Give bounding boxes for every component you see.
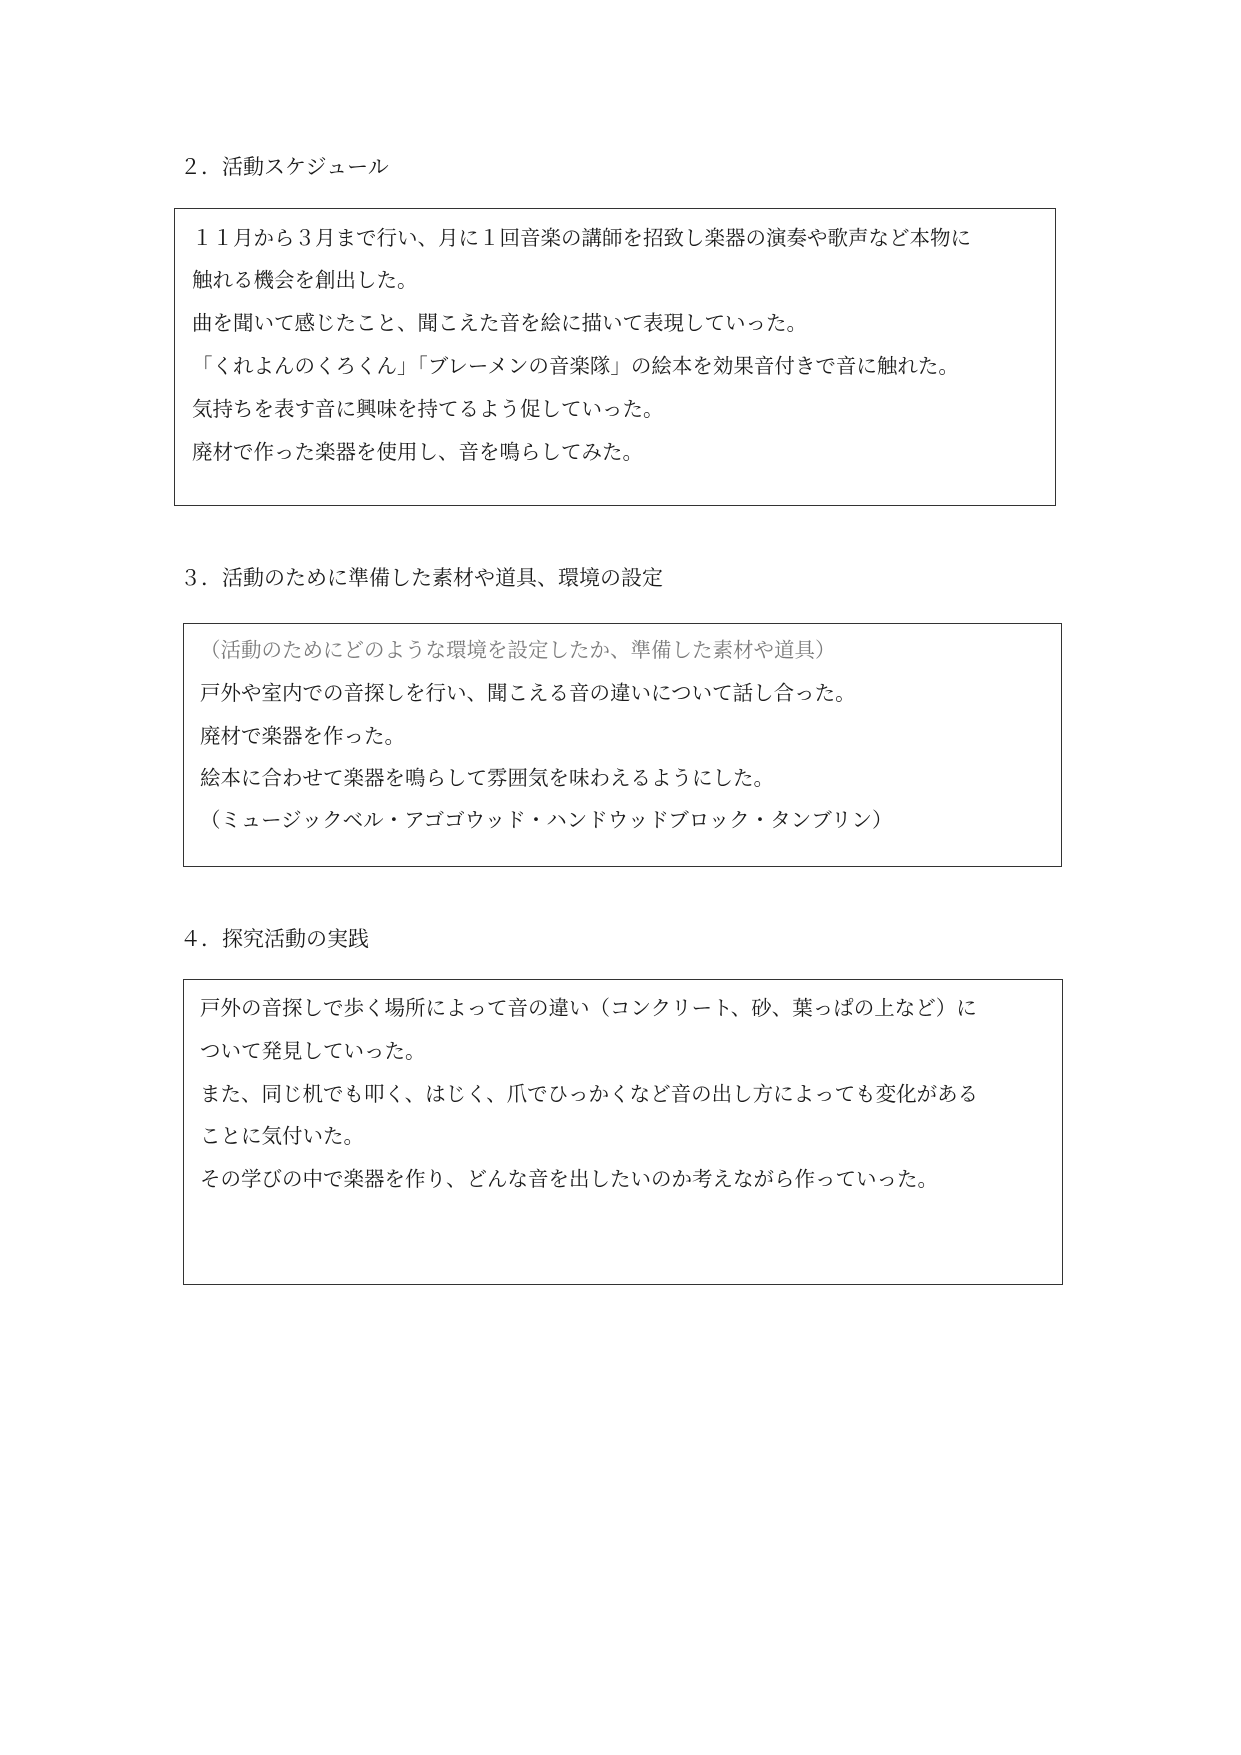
section-3-line: 戸外や室内での音探しを行い、聞こえる音の違いについて話し合った。 xyxy=(200,681,856,705)
section-3-line: （ミュージックベル・アゴゴウッド・ハンドウッドブロック・タンブリン） xyxy=(200,808,893,832)
section-4-line: また、同じ机でも叩く、はじく、爪でひっかくなど音の出し方によっても変化がある xyxy=(200,1082,979,1106)
section-4-line: 戸外の音探しで歩く場所によって音の違い（コンクリート、砂、葉っぱの上など）に xyxy=(200,996,977,1020)
section-2-line: 触れる機会を創出した。 xyxy=(192,268,418,292)
section-2-line: 曲を聞いて感じたこと、聞こえた音を絵に描いて表現していった。 xyxy=(192,311,807,335)
section-2-line: １１月から３月まで行い、月に１回音楽の講師を招致し楽器の演奏や歌声など本物に xyxy=(192,226,971,250)
section-2-line: 「くれよんのくろくん」「ブレーメンの音楽隊」の絵本を効果音付きで音に触れた。 xyxy=(192,354,959,378)
section-2-line: 気持ちを表す音に興味を持てるよう促していった。 xyxy=(192,397,664,421)
section-3-line: 廃材で楽器を作った。 xyxy=(200,724,405,748)
section-4-line: その学びの中で楽器を作り、どんな音を出したいのか考えながら作っていった。 xyxy=(200,1167,938,1191)
section-4-heading: ４．探究活動の実践 xyxy=(180,927,369,951)
section-3-hint: （活動のためにどのような環境を設定したか、準備した素材や道具） xyxy=(200,638,836,662)
section-2-heading: ２．活動スケジュール xyxy=(180,155,389,179)
section-4-line: ついて発見していった。 xyxy=(200,1039,426,1063)
section-2-line: 廃材で作った楽器を使用し、音を鳴らしてみた。 xyxy=(192,440,643,464)
section-4-line: ことに気付いた。 xyxy=(200,1124,364,1148)
section-3-line: 絵本に合わせて楽器を鳴らして雰囲気を味わえるようにした。 xyxy=(200,766,774,790)
section-3-heading: ３．活動のために準備した素材や道具、環境の設定 xyxy=(180,566,663,590)
